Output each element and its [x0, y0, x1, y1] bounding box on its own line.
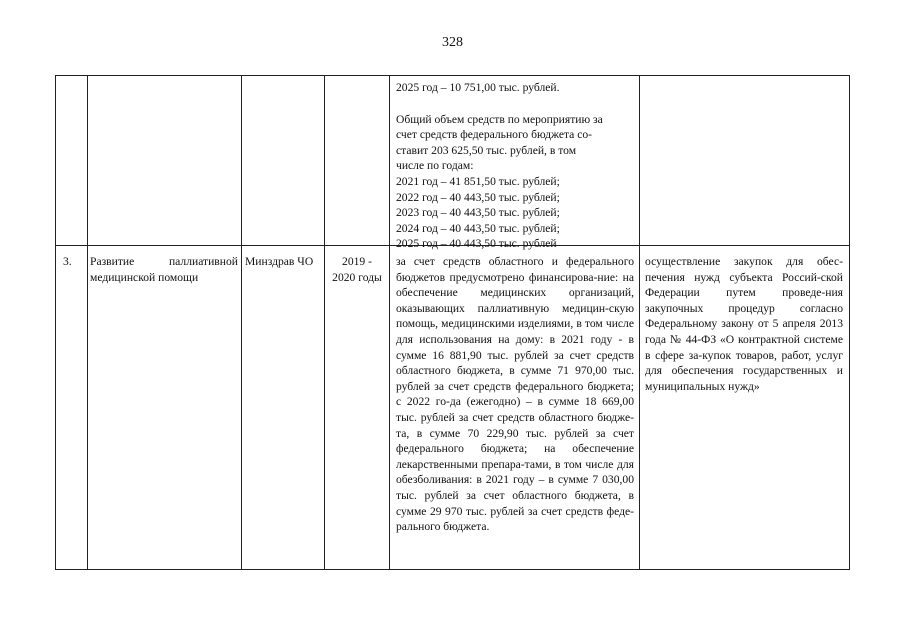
- text-line: 2022 год – 40 443,50 тыс. рублей;: [396, 190, 560, 204]
- period-line: 2020 годы: [332, 270, 382, 284]
- text-line: ставит 203 625,50 тыс. рублей, в том: [396, 143, 577, 157]
- period: [326, 254, 388, 285]
- col-border: [241, 75, 242, 570]
- implementation-mechanism: осуществление закупок для обес-печения нужд субъекта Россий-ской Федерации путем проведе-ния закупочных процедур согласно Федеральному закону от 5 апреля 2013 года № 44-ФЗ «О контрактной системе в сфере за-купок товаров, работ, услуг для обеспечения государственных и муниципальных нужд»: [645, 255, 843, 393]
- text-line: 2025 год – 40 443,50 тыс. рублей: [396, 237, 557, 251]
- text-line: 2025 год – 10 751,00 тыс. рублей.: [396, 81, 560, 94]
- col-border: [849, 75, 850, 570]
- col-border: [87, 75, 88, 570]
- funding-text: за счет средств областного и федерального бюджетов предусмотрено финансирова-ние: на обеспечение медицинских организаций, оказывающих паллиативную медицин-скую помощь, медицинскими изделиями, в том числе для использования на дому: в 2021 году - в сумме 16 881,90 тыс. рублей за счет средств областного бюджета, в сумме 71 970,00 тыс. рублей за счет средств федерального бюджета; с 2022 го-да (ежегодно) – в сумме 18 669,00 тыс. рублей за счет средств областного бюдже-та, в сумме 70 229,90 тыс. рублей за счет федерального бюджета; на обеспечение лекарственными препара-тами, в том числе для обезболивания: в 2021 году – в сумме 7 030,00 тыс. рублей за счет областного бюджета, в сумме 29 970 тыс. рублей за счет средств феде-рального бюджета.: [396, 255, 634, 534]
- col-border: [389, 75, 390, 570]
- page-number: 328: [442, 35, 463, 50]
- text-line: 2023 год – 40 443,50 тыс. рублей;: [396, 206, 560, 220]
- text-line: 2024 год – 40 443,50 тыс. рублей;: [396, 221, 560, 235]
- text-line: счет средств федерального бюджета со-: [396, 128, 593, 142]
- row-number: 3.: [63, 255, 72, 268]
- col-border: [324, 75, 325, 570]
- measure-name: Развитие паллиативной медицинской помощи: [90, 255, 238, 284]
- col-border: [639, 75, 640, 570]
- prev-row-funding-cell: [396, 80, 634, 252]
- table-bottom-border: [55, 569, 850, 570]
- text-line: Общий объем средств по мероприятию за: [396, 112, 603, 126]
- text-line: 2021 год – 41 851,50 тыс. рублей;: [396, 174, 560, 188]
- text-line: числе по годам:: [396, 159, 474, 173]
- table-top-border: [55, 75, 850, 76]
- period-line: 2019 -: [342, 255, 372, 268]
- executor: Минздрав ЧО: [245, 255, 314, 268]
- measures-table: [55, 75, 850, 570]
- col-border: [55, 75, 56, 570]
